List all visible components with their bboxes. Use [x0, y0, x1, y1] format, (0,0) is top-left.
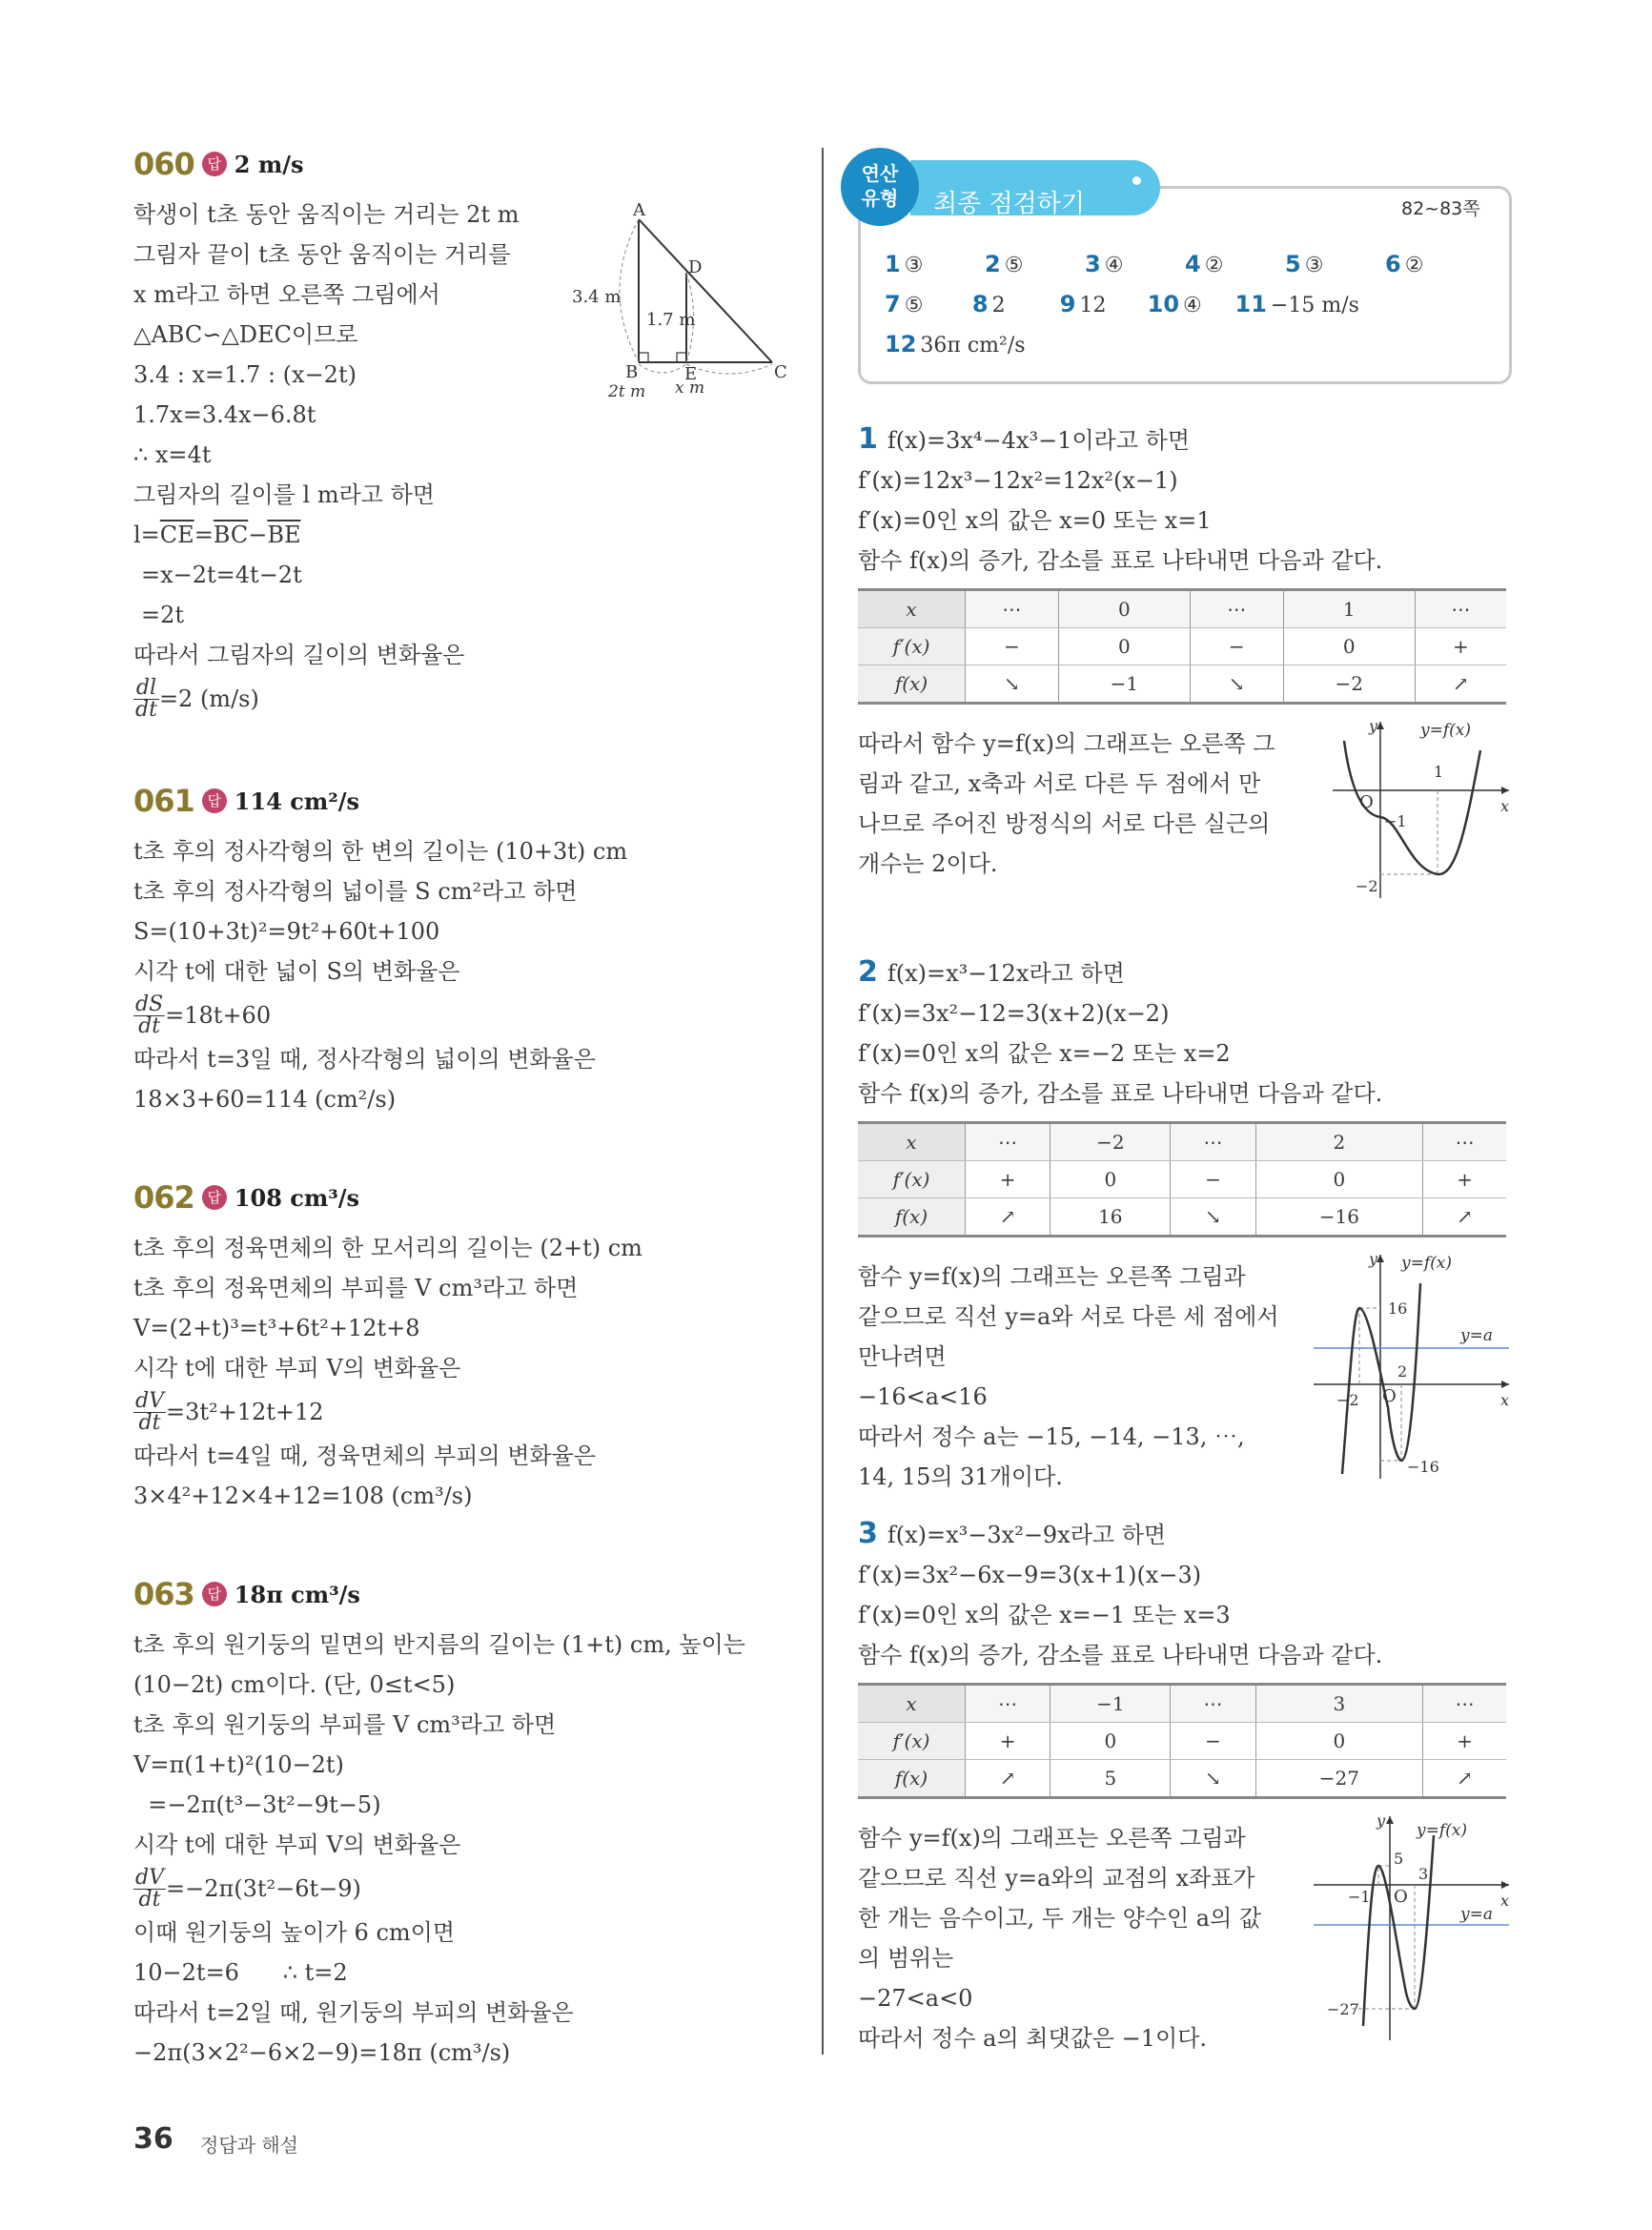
problem-number: 063: [133, 1576, 194, 1612]
tab-dot: [1132, 176, 1141, 185]
problem-header: [133, 1573, 782, 1615]
problem-062: [133, 1176, 782, 1516]
svg-text:O: O: [1394, 1887, 1408, 1907]
page-number: 36: [133, 2122, 173, 2156]
graph-block: [858, 1250, 1516, 1495]
svg-text:5: 5: [1394, 1850, 1404, 1868]
right-column: [858, 419, 1516, 2056]
answer-value: 18π cm³/s: [234, 1580, 360, 1608]
answer-row: [885, 324, 1485, 364]
svg-text:y=a: y=a: [1460, 1905, 1493, 1924]
line: 3×4²+12×4+12=108 (cm³/s): [133, 1483, 473, 1509]
line: t초 후의 정사각형의 한 변의 길이는 (10+3t) cm: [133, 838, 628, 865]
fraction: $\frac{dl}{dt}$: [135, 675, 157, 722]
line: 그림자의 길이를 l m라고 하면: [133, 481, 435, 508]
answer-item: 2 ⑤: [985, 251, 1024, 277]
derivative-line: $\frac{dl}{dt}$ =2 (m/s): [135, 675, 259, 722]
answer-item: 6 ②: [1385, 251, 1424, 277]
line: f′(x)=12x³−12x²=12x²(x−1): [858, 467, 1178, 494]
answer-value: 114 cm²/s: [234, 787, 360, 815]
answer-item: 9 12: [1059, 291, 1107, 317]
answer-item: 11 −15 m/s: [1234, 291, 1359, 317]
problem-061: [133, 780, 782, 1119]
line: t초 후의 원기둥의 밑면의 반지름의 길이는 (1+t) cm, 높이는: [133, 1631, 745, 1658]
line: t초 후의 정육면체의 부피를 V cm³라고 하면: [133, 1275, 579, 1301]
similar-triangles-figure: [572, 200, 791, 429]
height-label-1: 3.4 m: [572, 287, 622, 307]
answer-value: 2 m/s: [234, 150, 304, 178]
fraction: $\frac{dV}{dt}$: [135, 1865, 164, 1912]
label-E: E: [684, 364, 698, 384]
svg-text:−16: −16: [1407, 1458, 1439, 1476]
line: 시각 t에 대한 부피 V의 변화율은: [133, 1355, 461, 1381]
footer-label: 정답과 해설: [200, 2134, 298, 2157]
line: ∴ x=4t: [133, 441, 212, 468]
line: 3.4 : x=1.7 : (x−2t): [133, 361, 357, 388]
answer-item: 4 ②: [1185, 251, 1224, 277]
svg-text:O: O: [1359, 792, 1374, 812]
line: −2π(3×2²−6×2−9)=18π (cm³/s): [133, 2039, 511, 2066]
page-range: 82~83쪽: [1401, 198, 1480, 219]
problem-060: [133, 143, 787, 723]
line: t초 후의 원기둥의 부피를 V cm³라고 하면: [133, 1711, 557, 1738]
answer-item: 5 ③: [1285, 251, 1324, 277]
line: 함수 f(x)의 증가, 감소를 표로 나타내면 다음과 같다.: [858, 547, 1383, 574]
line: =2t: [141, 602, 185, 628]
answer-item: 7 ⑤: [885, 291, 924, 317]
derivative-line: $\frac{dS}{dt}$ =18t+60: [135, 992, 272, 1038]
problem-header: [133, 143, 782, 185]
line: V=(2+t)³=t³+6t²+12t+8: [133, 1315, 420, 1341]
svg-text:x: x: [1500, 1391, 1510, 1409]
line: 따라서 t=2일 때, 원기둥의 부피의 변화율은: [133, 1999, 574, 2026]
operation-type-badge: 연산 유형: [841, 148, 919, 226]
svg-text:y: y: [1369, 1250, 1378, 1268]
graph-block: [858, 1811, 1516, 2056]
svg-text:−27: −27: [1327, 2000, 1359, 2018]
svg-text:−2: −2: [1336, 1391, 1359, 1409]
svg-text:16: 16: [1388, 1299, 1408, 1318]
line: t초 후의 정사각형의 넓이를 S cm²라고 하면: [133, 878, 578, 905]
answer-item: 10 ④: [1147, 291, 1202, 317]
answer-badge: 답: [202, 1582, 227, 1606]
derivative-line: $\frac{dV}{dt}$ =−2π(3t²−6t−9): [135, 1865, 361, 1912]
line: (10−2t) cm이다. (단, 0≤t<5): [133, 1671, 456, 1698]
line: 시각 t에 대한 부피 V의 변화율은: [133, 1831, 461, 1858]
problem-063: [133, 1573, 782, 2073]
variation-table: x ⋯ −1 ⋯ 3 ⋯ f′(x) + 0 − 0 + f(x) ↗ 5 ↘ −27 ↗: [858, 1683, 1506, 1799]
problem-number: 062: [133, 1179, 194, 1216]
shadow-length-equation: $l=\overline{CE}=\overline{BC}-\overline{BE}$: [133, 522, 301, 548]
line: 10−2t=6 ∴ t=2: [133, 1959, 348, 1986]
fraction: $\frac{dS}{dt}$: [135, 992, 164, 1038]
solution-first-line: 3 f(x)=x³−3x²−9x라고 하면: [858, 1517, 1167, 1550]
line: f′(x)=0인 x의 값은 x=−2 또는 x=2: [858, 1040, 1231, 1067]
answer-badge: 답: [202, 1185, 227, 1210]
answer-grid: [885, 244, 1485, 364]
column-divider: [822, 148, 824, 2055]
answer-row: [885, 284, 1485, 324]
line: 따라서 t=4일 때, 정육면체의 부피의 변화율은: [133, 1442, 596, 1469]
variation-table: x ⋯ 0 ⋯ 1 ⋯ f′(x) − 0 − 0 + f(x) ↘ −1 ↘ −2 ↗: [858, 588, 1506, 705]
answer-item: 12 36π cm²/s: [885, 331, 1026, 358]
graph-explanation: 함수 y=f(x)의 그래프는 오른쪽 그림과 같으므로 직선 y=a와 서로 다른 세 점에서 만나려면 −16<a<16 따라서 정수 a는 −15, −14, −13, ⋯, 14, 15의 31개이다.: [858, 1263, 1279, 1490]
line: t초 후의 정육면체의 한 모서리의 길이는 (2+t) cm: [133, 1235, 642, 1261]
height-label-2: 1.7 m: [646, 310, 696, 330]
line: x m라고 하면 오른쪽 그림에서: [133, 281, 440, 308]
final-check-title: 최종 점검하기: [933, 190, 1085, 218]
svg-text:y=a: y=a: [1460, 1326, 1493, 1345]
svg-text:3: 3: [1418, 1865, 1429, 1883]
svg-text:−2: −2: [1356, 877, 1378, 895]
svg-text:y=f(x): y=f(x): [1401, 1254, 1452, 1273]
variation-table: x ⋯ −2 ⋯ 2 ⋯ f′(x) + 0 − 0 + f(x) ↗ 16 ↘ −16 ↗: [858, 1121, 1506, 1238]
derivative-line: $\frac{dV}{dt}$ =3t²+12t+12: [135, 1388, 324, 1435]
graph-block: [858, 717, 1516, 914]
problem-header: [133, 1176, 782, 1218]
solution-2: [858, 952, 1516, 1495]
function-graph-2: [1314, 1245, 1514, 1483]
graph-explanation: 따라서 함수 y=f(x)의 그래프는 오른쪽 그 림과 같고, x축과 서로 다른 두 점에서 만 나므로 주어진 방정식의 서로 다른 실근의 개수는 2이다.: [858, 730, 1275, 877]
line: 18×3+60=114 (cm²/s): [133, 1086, 397, 1113]
function-graph-1: [1314, 712, 1514, 903]
label-B: B: [625, 362, 639, 382]
line: 그림자 끝이 t초 동안 움직이는 거리를: [133, 241, 511, 268]
answer-row: [885, 244, 1485, 284]
answer-value: 108 cm³/s: [234, 1183, 360, 1212]
fraction: $\frac{dV}{dt}$: [135, 1388, 164, 1435]
line: f′(x)=0인 x의 값은 x=−1 또는 x=3: [858, 1602, 1231, 1628]
svg-text:y: y: [1377, 1811, 1386, 1830]
label-D: D: [688, 257, 703, 277]
answer-badge: 답: [202, 152, 227, 176]
line: 함수 f(x)의 증가, 감소를 표로 나타내면 다음과 같다.: [858, 1080, 1383, 1107]
answer-item: 1 ③: [885, 251, 924, 277]
label-C: C: [774, 362, 787, 382]
line: f′(x)=0인 x의 값은 x=0 또는 x=1: [858, 507, 1212, 534]
svg-text:y=f(x): y=f(x): [1420, 721, 1471, 740]
svg-text:x: x: [1500, 1892, 1510, 1910]
answer-badge: 답: [202, 788, 227, 813]
function-graph-3: [1314, 1807, 1514, 2045]
solution-first-line: 2 f(x)=x³−12x라고 하면: [858, 955, 1125, 989]
svg-text:y: y: [1369, 717, 1378, 735]
label-A: A: [633, 200, 645, 220]
line: 시각 t에 대한 넓이 S의 변화율은: [133, 958, 460, 985]
line: 함수 f(x)의 증가, 감소를 표로 나타내면 다음과 같다.: [858, 1642, 1383, 1668]
answer-item: 3 ④: [1085, 251, 1124, 277]
solution-3: [858, 1514, 1516, 2056]
solution-1: [858, 419, 1516, 914]
problem-number: 061: [133, 783, 194, 819]
svg-text:1: 1: [1434, 763, 1444, 781]
line: 학생이 t초 동안 움직이는 거리는 2t m: [133, 201, 520, 228]
graph-explanation: 함수 y=f(x)의 그래프는 오른쪽 그림과 같으므로 직선 y=a와의 교점의 x좌표가 한 개는 음수이고, 두 개는 양수인 a의 값 의 범위는 −27<a<0 따라서 정수 a의 최댓값은 −1이다.: [858, 1825, 1262, 2052]
problem-header: [133, 780, 782, 822]
problem-number: 060: [133, 146, 194, 182]
base-label-1: 2t m: [608, 382, 646, 401]
left-column: [133, 143, 787, 2130]
solution-first-line: 1 f(x)=3x⁴−4x³−1이라고 하면: [858, 422, 1191, 456]
line: f′(x)=3x²−12=3(x+2)(x−2): [858, 1000, 1170, 1027]
line: 1.7x=3.4x−6.8t: [133, 401, 316, 428]
line: 따라서 그림자의 길이의 변화율은: [133, 642, 465, 668]
line: f′(x)=3x²−6x−9=3(x+1)(x−3): [858, 1562, 1202, 1588]
line: =−2π(t³−3t²−9t−5): [133, 1791, 381, 1818]
svg-text:−1: −1: [1384, 812, 1407, 830]
answer-item: 8 2: [971, 291, 1006, 317]
line: =x−2t=4t−2t: [141, 562, 302, 588]
line: 이때 원기둥의 높이가 6 cm이면: [133, 1919, 456, 1946]
svg-text:x: x: [1500, 797, 1510, 815]
svg-text:−1: −1: [1348, 1888, 1371, 1906]
line: 따라서 t=3일 때, 정사각형의 넓이의 변화율은: [133, 1046, 596, 1073]
line: V=π(1+t)²(10−2t): [133, 1751, 344, 1778]
line: △ABC∽△DEC이므로: [133, 321, 358, 348]
line: S=(10+3t)²=9t²+60t+100: [133, 918, 440, 945]
svg-text:2: 2: [1397, 1362, 1408, 1381]
svg-text:y=f(x): y=f(x): [1417, 1821, 1467, 1840]
svg-text:O: O: [1382, 1386, 1397, 1406]
base-label-2: x m: [675, 378, 705, 398]
